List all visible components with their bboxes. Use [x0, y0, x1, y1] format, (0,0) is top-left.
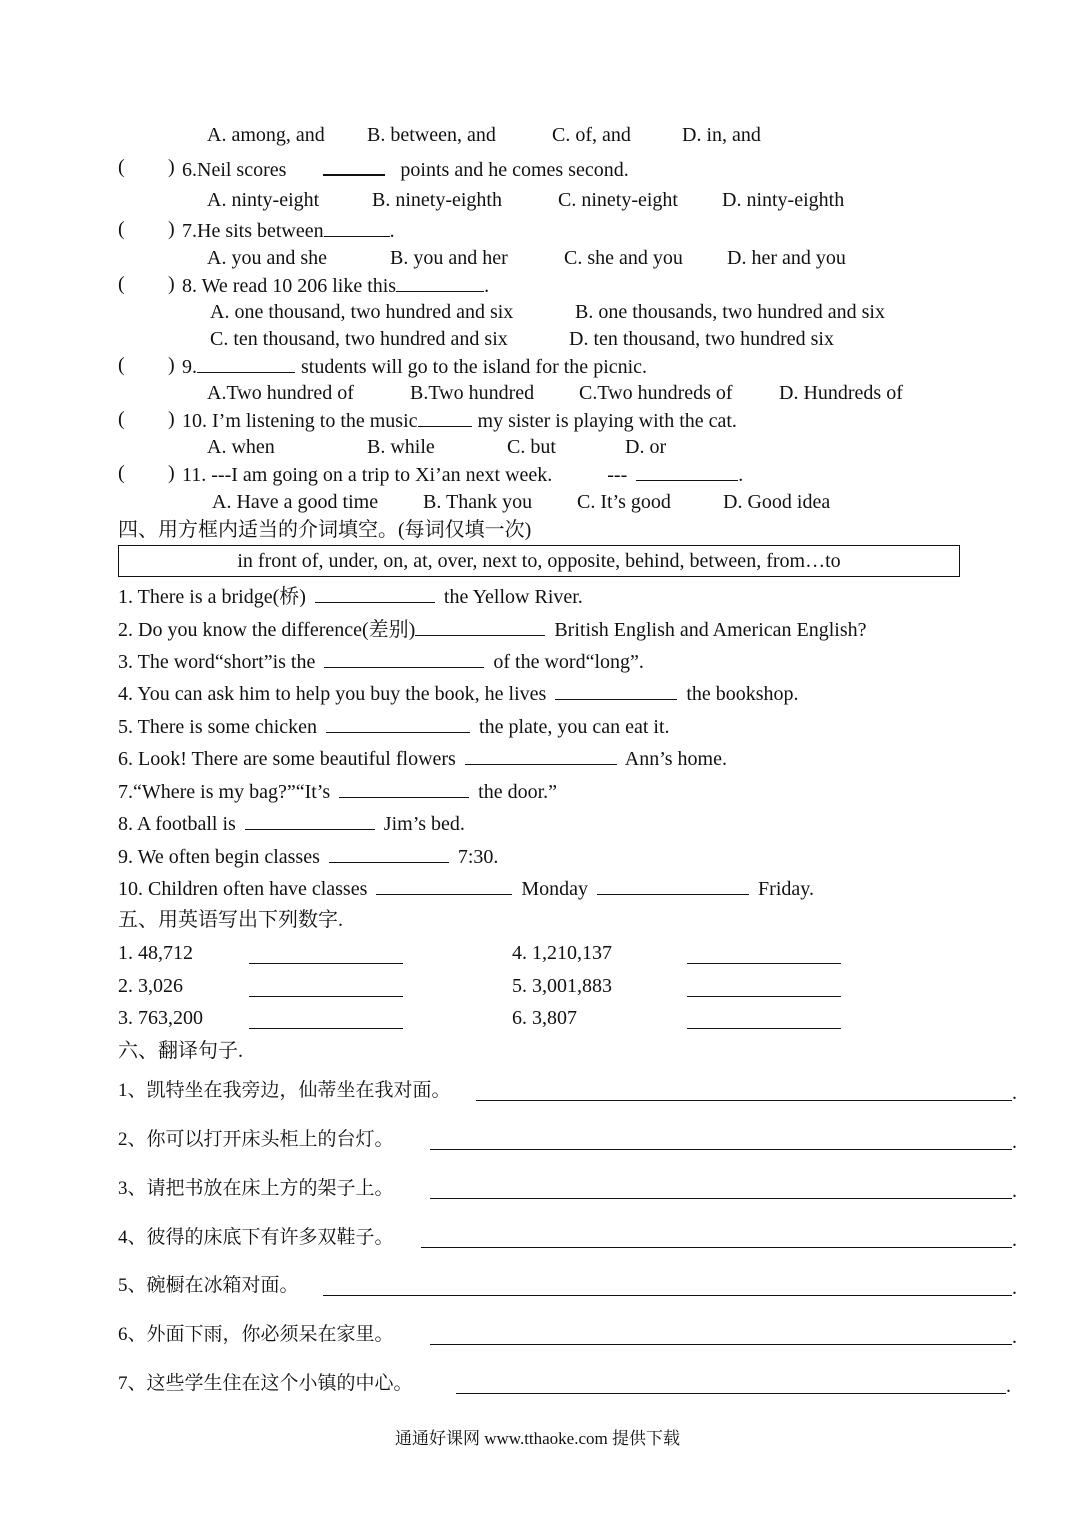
fill-text: Monday	[521, 878, 589, 900]
question-text: .	[389, 220, 395, 242]
q5-option-b: B. between, and	[367, 124, 496, 146]
answer-paren-close: )	[168, 218, 175, 240]
fill-text: 5. There is some chicken	[118, 716, 318, 738]
answer-paren-open: (	[118, 156, 125, 178]
q8-option-d: D. ten thousand, two hundred six	[569, 328, 834, 350]
fill-text: 8. A football is	[118, 813, 236, 835]
number-answer-blank[interactable]	[687, 995, 841, 997]
translate-item-7: 7、这些学生住在这个小镇的中心。	[118, 1373, 413, 1394]
number-answer-blank[interactable]	[249, 1027, 403, 1029]
word-box: in front of, under, on, at, over, next to, opposite, behind, between, from…to	[118, 545, 960, 577]
translate-answer-line[interactable]	[323, 1294, 1012, 1296]
q10-option-b: B. while	[367, 436, 435, 458]
fill-text: 3. The word“short”is the	[118, 651, 316, 673]
q11-option-d: D. Good idea	[723, 491, 831, 513]
number-answer-blank[interactable]	[249, 962, 403, 964]
fill-blank[interactable]	[465, 746, 617, 765]
fill-text: Jim’s bed.	[383, 813, 465, 835]
q7-option-b: B. you and her	[390, 247, 508, 269]
question-text: .	[484, 275, 490, 297]
number-item-5: 5. 3,001,883	[512, 975, 612, 997]
question-text: 9.	[182, 356, 197, 378]
q8-option-a: A. one thousand, two hundred and six	[210, 301, 514, 323]
answer-paren-open: (	[118, 408, 125, 430]
fill-item-4	[118, 681, 799, 706]
fill-text: 7.“Where is my bag?”“It’s	[118, 781, 331, 803]
question-9	[182, 354, 647, 379]
q6-option-b: B. ninety-eighth	[372, 189, 502, 211]
question-11	[182, 462, 743, 487]
fill-blank[interactable]	[597, 876, 749, 895]
fill-text: British English and American English?	[554, 619, 867, 641]
question-text: 7.He sits between	[182, 220, 324, 242]
q9-option-d: D. Hundreds of	[779, 382, 903, 404]
page-footer: 通通好课网 www.tthaoke.com 提供下载	[394, 1429, 681, 1448]
fill-blank[interactable]	[324, 649, 484, 668]
translate-answer-line[interactable]	[430, 1148, 1012, 1150]
q9-option-b: B.Two hundred	[410, 382, 535, 404]
question-text: points and he comes second.	[400, 159, 629, 181]
q7-option-a: A. you and she	[207, 247, 327, 269]
question-text: .	[738, 464, 744, 486]
fill-text: Ann’s home.	[624, 748, 727, 770]
fill-text: 6. Look! There are some beautiful flowers	[118, 748, 456, 770]
question-text: students will go to the island for the picnic.	[301, 356, 648, 378]
q10-option-c: C. but	[507, 436, 556, 458]
translate-answer-line[interactable]	[456, 1392, 1006, 1394]
fill-text: 1. There is a bridge(桥)	[118, 586, 306, 608]
number-answer-blank[interactable]	[687, 962, 841, 964]
line-end-dot: .	[1012, 1229, 1017, 1251]
question-text: 10. I’m listening to the music	[182, 410, 418, 432]
fill-item-6	[118, 746, 727, 771]
fill-text: 2. Do you know the difference(差别)	[118, 619, 416, 641]
q11-option-c: C. It’s good	[577, 491, 671, 513]
fill-blank[interactable]	[329, 844, 449, 863]
answer-paren-open: (	[118, 354, 125, 376]
q11-option-a: A. Have a good time	[212, 491, 379, 513]
number-item-6: 6. 3,807	[512, 1007, 577, 1029]
fill-blank[interactable]	[555, 681, 677, 700]
response-dashes: ---	[607, 464, 628, 486]
number-item-2: 2. 3,026	[118, 975, 183, 997]
translate-item-1: 1、凯特坐在我旁边，仙蒂坐在我对面。	[118, 1080, 451, 1101]
fill-item-5	[118, 714, 670, 739]
fill-blank[interactable]	[326, 714, 470, 733]
q8-option-c: C. ten thousand, two hundred and six	[210, 328, 508, 350]
answer-paren-open: (	[118, 462, 125, 484]
answer-paren-close: )	[168, 462, 175, 484]
section-6-title: 六、翻译句子.	[118, 1040, 243, 1062]
line-end-dot: .	[1012, 1277, 1017, 1299]
question-text: 6.Neil scores	[182, 159, 287, 181]
fill-blank[interactable]	[315, 584, 435, 603]
q5-option-c: C. of, and	[552, 124, 631, 146]
fill-blank[interactable]	[415, 617, 545, 636]
question-6	[182, 156, 629, 182]
line-end-dot: .	[1006, 1375, 1011, 1397]
answer-blank[interactable]	[324, 218, 390, 237]
q9-option-a: A.Two hundred of	[207, 382, 354, 404]
q8-option-b: B. one thousands, two hundred and six	[575, 301, 885, 323]
fill-item-1	[118, 584, 583, 609]
fill-item-7	[118, 779, 557, 804]
fill-text: 4. You can ask him to help you buy the book, he lives	[118, 683, 547, 705]
q7-option-d: D. her and you	[727, 247, 846, 269]
q7-option-c: C. she and you	[564, 247, 683, 269]
answer-blank[interactable]	[323, 156, 385, 176]
q6-option-c: C. ninety-eight	[558, 189, 678, 211]
fill-item-3	[118, 649, 644, 674]
fill-item-2	[118, 617, 867, 642]
fill-text: of the word“long”.	[493, 651, 644, 673]
number-item-1: 1. 48,712	[118, 942, 193, 964]
question-text: 11. ---I am going on a trip to Xi’an next week.	[182, 464, 553, 486]
fill-text: 10. Children often have classes	[118, 878, 368, 900]
fill-item-10	[118, 876, 814, 901]
question-text: my sister is playing with the cat.	[477, 410, 737, 432]
number-item-4: 4. 1,210,137	[512, 942, 612, 964]
answer-paren-close: )	[168, 408, 175, 430]
question-10	[182, 408, 737, 433]
q10-option-a: A. when	[207, 436, 275, 458]
section-4-title: 四、用方框内适当的介词填空。(每词仅填一次)	[118, 519, 532, 541]
translate-answer-line[interactable]	[421, 1246, 1012, 1248]
answer-blank[interactable]	[636, 462, 738, 481]
translate-item-2: 2、你可以打开床头柜上的台灯。	[118, 1129, 394, 1150]
translate-item-5: 5、碗橱在冰箱对面。	[118, 1275, 299, 1296]
answer-paren-close: )	[168, 156, 175, 178]
q10-option-d: D. or	[625, 436, 667, 458]
fill-text: 9. We often begin classes	[118, 846, 320, 868]
q5-option-a: A. among, and	[207, 124, 325, 146]
fill-text: the plate, you can eat it.	[479, 716, 670, 738]
number-item-3: 3. 763,200	[118, 1007, 203, 1029]
number-answer-blank[interactable]	[687, 1027, 841, 1029]
fill-text: the bookshop.	[686, 683, 799, 705]
translate-answer-line[interactable]	[476, 1099, 1012, 1101]
number-answer-blank[interactable]	[249, 995, 403, 997]
answer-paren-close: )	[168, 273, 175, 295]
question-7	[182, 218, 395, 243]
fill-item-8	[118, 811, 465, 836]
translate-item-6: 6、外面下雨，你必须呆在家里。	[118, 1324, 394, 1345]
fill-text: Friday.	[758, 878, 814, 900]
answer-blank[interactable]	[418, 408, 472, 427]
translate-answer-line[interactable]	[430, 1197, 1012, 1199]
fill-blank[interactable]	[376, 876, 512, 895]
answer-blank[interactable]	[396, 273, 484, 292]
q5-option-d: D. in, and	[682, 124, 761, 146]
q9-option-c: C.Two hundreds of	[579, 382, 733, 404]
fill-text: the door.”	[478, 781, 558, 803]
translate-item-4: 4、彼得的床底下有许多双鞋子。	[118, 1227, 394, 1248]
fill-blank[interactable]	[245, 811, 375, 830]
line-end-dot: .	[1012, 1082, 1017, 1104]
translate-answer-line[interactable]	[430, 1343, 1012, 1345]
section-5-title: 五、用英语写出下列数字.	[118, 909, 343, 931]
question-text: 8. We read 10 206 like this	[182, 275, 397, 297]
answer-blank[interactable]	[197, 354, 295, 373]
fill-text: the Yellow River.	[443, 586, 583, 608]
q6-option-a: A. ninty-eight	[207, 189, 320, 211]
answer-paren-close: )	[168, 354, 175, 376]
line-end-dot: .	[1012, 1131, 1017, 1153]
translate-item-3: 3、请把书放在床上方的架子上。	[118, 1178, 394, 1199]
q11-option-b: B. Thank you	[423, 491, 533, 513]
question-8	[182, 273, 489, 298]
line-end-dot: .	[1012, 1326, 1017, 1348]
q6-option-d: D. ninty-eighth	[722, 189, 845, 211]
line-end-dot: .	[1012, 1180, 1017, 1202]
fill-blank[interactable]	[339, 779, 469, 798]
answer-paren-open: (	[118, 273, 125, 295]
answer-paren-open: (	[118, 218, 125, 240]
fill-item-9	[118, 844, 498, 869]
fill-text: 7:30.	[457, 846, 499, 868]
